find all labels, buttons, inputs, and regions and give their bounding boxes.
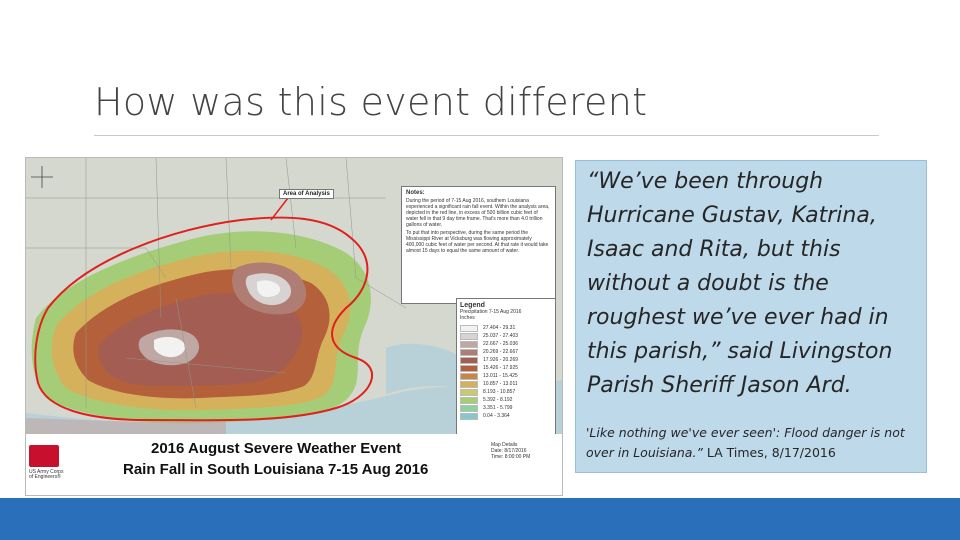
footer-bar <box>0 498 960 540</box>
legend-item <box>460 332 552 340</box>
legend-item <box>460 404 552 412</box>
legend-swatch <box>460 341 478 348</box>
legend-item <box>460 380 552 388</box>
legend-label: 13.011 - 15.425 <box>483 373 518 379</box>
quote-source <box>586 423 921 463</box>
legend-swatch <box>460 325 478 332</box>
source-article-title: 'Like nothing we've ever seen': Flood danger is not over in Louisiana.” <box>586 425 905 460</box>
legend-swatch <box>460 349 478 356</box>
legend-item <box>460 356 552 364</box>
legend-item <box>460 324 552 332</box>
legend-label: 0.04 - 3.364 <box>483 413 510 419</box>
title-divider <box>94 135 879 136</box>
legend-label: 8.193 - 10.857 <box>483 389 516 395</box>
legend-swatch <box>460 405 478 412</box>
legend-title: Legend <box>460 302 485 309</box>
legend-label: 27.404 - 29.31 <box>483 325 516 331</box>
legend-subtitle: Precipitation 7-15 Aug 2016 <box>460 309 522 315</box>
legend-item <box>460 348 552 356</box>
legend-item <box>460 412 552 420</box>
legend-rows <box>460 324 552 420</box>
legend-label: 15.426 - 17.925 <box>483 365 519 371</box>
area-of-analysis-label: Area of Analysis <box>279 189 334 199</box>
legend-item <box>460 340 552 348</box>
legend-swatch <box>460 413 478 420</box>
legend-item <box>460 372 552 380</box>
usace-logo-text: US Army Corps of Engineers® <box>29 469 64 480</box>
notes-title: Notes: <box>406 190 425 196</box>
legend-label: 5.392 - 8.192 <box>483 397 513 403</box>
map-title-line-2: Rain Fall in South Louisiana 7-15 Aug 2016 <box>123 461 429 478</box>
legend-swatch <box>460 365 478 372</box>
slide-title: How was this event different <box>94 80 648 124</box>
legend-swatch <box>460 357 478 364</box>
legend-swatch <box>460 333 478 340</box>
legend-item <box>460 388 552 396</box>
legend-swatch <box>460 389 478 396</box>
source-publication: LA Times, 8/17/2016 <box>702 445 836 460</box>
sheriff-quote: “We’ve been through Hurricane Gustav, Katrina, Isaac and Rita, but this without a doubt is the roughest we’ve ever had in this parish,” said Livingston Parish Sheriff Jason Ard. <box>587 169 893 398</box>
legend-swatch <box>460 373 478 380</box>
map-details <box>491 442 530 460</box>
legend-label: 10.857 - 13.011 <box>483 381 518 387</box>
legend-swatch <box>460 397 478 404</box>
legend-label: 25.037 - 27.403 <box>483 333 519 339</box>
legend-label: 22.667 - 25.036 <box>483 341 519 347</box>
legend-label: 20.269 - 22.667 <box>483 349 519 355</box>
notes-paragraph-2: To put that into perspective, during the same period the Mississippi River at Vicksburg was flowing approximately 400,000 cubic feet of water per second. At that rate it would take almost 15 days to equal the same amount of water. <box>406 230 549 254</box>
map-notes <box>401 186 556 304</box>
usace-logo <box>29 445 59 467</box>
map-title-line-1: 2016 August Severe Weather Event <box>151 440 402 457</box>
legend-label: 17.926 - 20.269 <box>483 357 519 363</box>
map-details-date: Date: 8/17/2016 <box>491 448 527 454</box>
legend-unit: Inches <box>460 315 475 321</box>
legend-label: 3.351 - 5.799 <box>483 405 513 411</box>
map-details-time: Time: 8:00:00 PM <box>491 454 531 460</box>
rainfall-map <box>25 157 563 496</box>
legend-item <box>460 396 552 404</box>
legend-swatch <box>460 381 478 388</box>
legend-item <box>460 364 552 372</box>
map-details-title: Map Details <box>491 442 518 448</box>
notes-paragraph-1: During the period of 7-15 Aug 2016, southern Louisiana experienced a significant rain fall event. Within the analysis area, depicted in the red line, in excess of 500 billion cubic feet of water fell in that 9 day time frame. That's more than 4.0 trillion gallons of water. <box>406 198 550 228</box>
map-legend <box>456 298 556 436</box>
